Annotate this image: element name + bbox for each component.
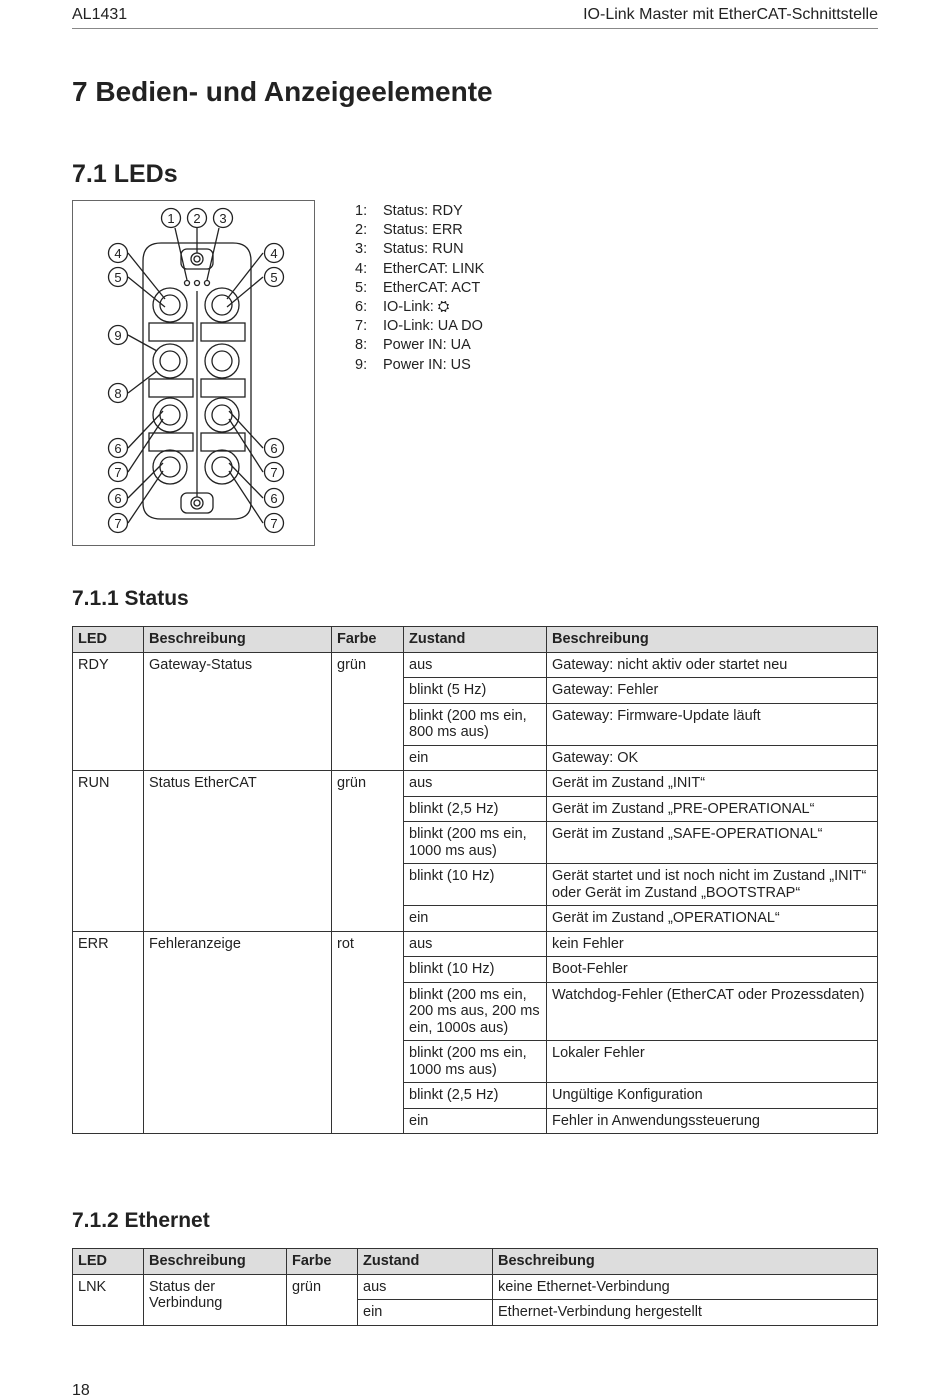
state-description-cell: Gerät im Zustand „PRE-OPERATIONAL“ xyxy=(547,796,878,822)
callout-2: 2 xyxy=(193,211,201,226)
legend-number: 1: xyxy=(355,203,368,219)
legend-text: EtherCAT: LINK xyxy=(383,260,485,277)
state-description-cell: Gateway: Firmware-Update läuft xyxy=(547,703,878,745)
callout-left: 7 xyxy=(114,465,122,480)
callout-right: 5 xyxy=(270,270,278,285)
state-cell: blinkt (5 Hz) xyxy=(404,678,547,704)
legend-text: Status: RDY xyxy=(383,203,463,219)
legend-number: 5: xyxy=(355,279,368,296)
state-cell: ein xyxy=(404,745,547,771)
legend-text: IO-Link: UA DO xyxy=(383,318,483,335)
section-title-leds: 7.1 LEDs xyxy=(72,160,178,188)
state-cell: blinkt (10 Hz) xyxy=(404,957,547,983)
led-name-cell: RDY xyxy=(73,652,144,771)
led-device-figure xyxy=(72,200,315,546)
legend-item xyxy=(355,356,484,375)
column-header: Beschreibung xyxy=(493,1249,878,1275)
table-row xyxy=(73,771,878,797)
callout-right: 7 xyxy=(270,465,278,480)
table-row xyxy=(73,931,878,957)
callout-left: 8 xyxy=(114,386,122,401)
led-color-cell: rot xyxy=(332,931,404,1134)
led-color-cell: grün xyxy=(332,652,404,771)
callout-left: 5 xyxy=(114,270,122,285)
legend-text: EtherCAT: ACT xyxy=(383,279,481,296)
callout-left: 6 xyxy=(114,441,122,456)
state-cell: aus xyxy=(404,931,547,957)
state-cell: blinkt (200 ms ein, 1000 ms aus) xyxy=(404,822,547,864)
column-header: Beschreibung xyxy=(547,627,878,653)
state-description-cell: kein Fehler xyxy=(547,931,878,957)
column-header: Zustand xyxy=(404,627,547,653)
callout-right: 4 xyxy=(270,246,278,261)
state-cell: ein xyxy=(404,906,547,932)
legend-number: 6: xyxy=(355,299,368,316)
legend-number: 3: xyxy=(355,241,368,258)
legend-item xyxy=(355,336,484,355)
legend-item xyxy=(355,317,484,336)
figure-legend xyxy=(355,202,484,375)
state-description-cell: Gerät im Zustand „INIT“ xyxy=(547,771,878,797)
state-cell: aus xyxy=(404,652,547,678)
chapter-title: 7 Bedien- und Anzeigeelemente xyxy=(72,76,493,107)
table-header-row xyxy=(73,1249,878,1275)
legend-text: Status: ERR xyxy=(383,222,463,239)
state-description-cell: Boot-Fehler xyxy=(547,957,878,983)
legend-number: 4: xyxy=(355,260,368,277)
callout-right: 7 xyxy=(270,516,278,531)
led-description-cell: Status EtherCAT xyxy=(144,771,332,932)
status-led-table xyxy=(72,626,878,1134)
state-cell: aus xyxy=(404,771,547,797)
legend-item xyxy=(355,279,484,298)
callout-left: 7 xyxy=(114,516,122,531)
callout-left: 6 xyxy=(114,491,122,506)
state-cell: blinkt (200 ms ein, 1000 ms aus) xyxy=(404,1041,547,1083)
state-description-cell: Watchdog-Fehler (EtherCAT oder Prozessdaten) xyxy=(547,982,878,1041)
legend-item xyxy=(355,240,484,259)
column-header: Farbe xyxy=(332,627,404,653)
state-cell: ein xyxy=(404,1108,547,1134)
state-cell: blinkt (200 ms ein, 200 ms aus, 200 ms ein, 1000s aus) xyxy=(404,982,547,1041)
callout-left: 9 xyxy=(114,328,122,343)
legend-number: 9: xyxy=(355,356,368,373)
state-cell: blinkt (2,5 Hz) xyxy=(404,1083,547,1109)
legend-item xyxy=(355,298,484,317)
led-description-cell: Gateway-Status xyxy=(144,652,332,771)
callout-left: 4 xyxy=(114,246,122,261)
legend-text: Power IN: UA xyxy=(383,337,471,354)
callout-1: 1 xyxy=(167,211,175,226)
header-product-code: AL1431 xyxy=(72,6,128,23)
state-description-cell: Lokaler Fehler xyxy=(547,1041,878,1083)
led-name-cell: RUN xyxy=(73,771,144,932)
legend-text: IO-Link: ⛭ xyxy=(383,299,450,316)
led-name-cell: ERR xyxy=(73,931,144,1134)
legend-number: 8: xyxy=(355,337,368,354)
column-header: LED xyxy=(73,627,144,653)
column-header: Beschreibung xyxy=(144,627,332,653)
led-description-cell: Status der Verbindung xyxy=(144,1274,287,1325)
device-drawing xyxy=(73,201,313,544)
state-cell: aus xyxy=(358,1274,493,1300)
state-description-cell: Gerät im Zustand „SAFE-OPERATIONAL“ xyxy=(547,822,878,864)
state-description-cell: Ungültige Konfiguration xyxy=(547,1083,878,1109)
state-description-cell: Fehler in Anwendungssteuerung xyxy=(547,1108,878,1134)
state-description-cell: Ethernet-Verbindung hergestellt xyxy=(493,1300,878,1326)
state-cell: blinkt (2,5 Hz) xyxy=(404,796,547,822)
led-description-cell: Fehleranzeige xyxy=(144,931,332,1134)
legend-number: 2: xyxy=(355,222,368,239)
column-header: LED xyxy=(73,1249,144,1275)
state-description-cell: Gerät im Zustand „OPERATIONAL“ xyxy=(547,906,878,932)
section-title-ethernet: 7.1.2 Ethernet xyxy=(72,1209,210,1232)
state-cell: blinkt (10 Hz) xyxy=(404,864,547,906)
legend-item xyxy=(355,260,484,279)
table-row xyxy=(73,1274,878,1300)
ethernet-led-table xyxy=(72,1248,878,1326)
callout-right: 6 xyxy=(270,441,278,456)
column-header: Farbe xyxy=(287,1249,358,1275)
led-color-cell: grün xyxy=(287,1274,358,1325)
state-description-cell: Gateway: OK xyxy=(547,745,878,771)
state-description-cell: Gerät startet und ist noch nicht im Zustand „INIT“ oder Gerät im Zustand „BOOTSTRAP“ xyxy=(547,864,878,906)
legend-item xyxy=(355,202,484,221)
callout-3: 3 xyxy=(219,211,227,226)
section-title-status: 7.1.1 Status xyxy=(72,587,189,610)
legend-text: Status: RUN xyxy=(383,241,464,258)
state-cell: ein xyxy=(358,1300,493,1326)
column-header: Beschreibung xyxy=(144,1249,287,1275)
header-product-title: IO-Link Master mit EtherCAT-Schnittstelle xyxy=(583,6,878,23)
legend-number: 7: xyxy=(355,318,368,335)
column-header: Zustand xyxy=(358,1249,493,1275)
page-header xyxy=(72,6,878,29)
table-row xyxy=(73,652,878,678)
table-header-row xyxy=(73,627,878,653)
callout-right: 6 xyxy=(270,491,278,506)
state-description-cell: keine Ethernet-Verbindung xyxy=(493,1274,878,1300)
led-color-cell: grün xyxy=(332,771,404,932)
led-name-cell: LNK xyxy=(73,1274,144,1325)
legend-text: Power IN: US xyxy=(383,356,471,373)
state-description-cell: Gateway: nicht aktiv oder startet neu xyxy=(547,652,878,678)
legend-item xyxy=(355,221,484,240)
page-number: 18 xyxy=(72,1382,90,1399)
state-cell: blinkt (200 ms ein, 800 ms aus) xyxy=(404,703,547,745)
state-description-cell: Gateway: Fehler xyxy=(547,678,878,704)
